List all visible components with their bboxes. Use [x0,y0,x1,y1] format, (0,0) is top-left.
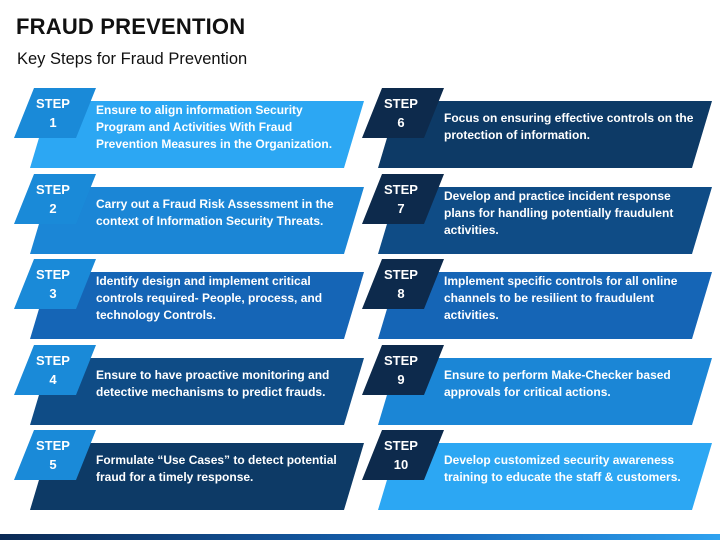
step-description [444,273,696,323]
step-description-text: Identify design and implement critical controls required- People, process, and technology Controls. [96,273,323,322]
step-number: 8 [397,286,405,301]
bottom-accent-bar [0,534,720,540]
step-description-text: Develop customized security awareness training to educate the staff & customers. [444,453,681,484]
step-card-6 [362,88,712,158]
step-label: STEP [36,267,70,282]
step-badge-text [17,180,89,218]
step-label: STEP [384,267,418,282]
step-number: 2 [49,201,57,216]
step-description-text: Implement specific controls for all online channels to be resilient to fraudulent activities. [444,273,678,322]
step-description-text: Ensure to align information Security Program and Activities With Fraud Prevention Measures in the Organization. [96,102,333,151]
step-description [96,273,348,323]
step-badge-text [365,436,437,474]
step-description [444,102,696,152]
step-description [96,188,348,238]
step-card-1 [14,88,364,158]
step-label: STEP [36,438,70,453]
step-label: STEP [36,182,70,197]
step-number: 10 [393,457,409,472]
step-description [96,359,348,409]
step-badge-text [17,94,89,132]
step-description [444,188,696,238]
step-description-text: Develop and practice incident response plans for handling potentially fraudulent activities. [444,188,674,237]
step-description-text: Ensure to have proactive monitoring and detective mechanisms to predict frauds. [96,368,330,399]
step-label: STEP [36,353,70,368]
step-card-9 [362,345,712,415]
step-card-10 [362,430,712,500]
step-badge-text [17,351,89,389]
step-card-4 [14,345,364,415]
step-label: STEP [384,96,418,111]
step-badge-text [365,265,437,303]
step-badge-text [365,94,437,132]
step-card-3 [14,259,364,329]
step-number: 1 [49,115,57,130]
page-subtitle: Key Steps for Fraud Prevention [17,50,248,68]
step-number: 4 [49,372,57,387]
step-number: 7 [397,201,405,216]
step-description-text: Formulate “Use Cases” to detect potential fraud for a timely response. [96,453,337,484]
step-description [444,359,696,409]
step-description-text: Ensure to perform Make-Checker based approvals for critical actions. [444,368,671,399]
step-card-7 [362,174,712,244]
step-number: 9 [397,372,405,387]
step-badge-text [365,351,437,389]
step-description [96,444,348,494]
step-number: 3 [49,286,57,301]
step-description-text: Focus on ensuring effective controls on the protection of information. [444,111,694,142]
step-number: 6 [397,115,405,130]
step-number: 5 [49,457,57,472]
step-card-5 [14,430,364,500]
step-description [444,444,696,494]
step-description [96,102,348,152]
page-title: FRAUD PREVENTION [16,14,246,39]
step-badge-text [365,180,437,218]
step-badge-text [17,436,89,474]
step-label: STEP [384,353,418,368]
step-description-text: Carry out a Fraud Risk Assessment in the context of Information Security Threats. [96,197,334,228]
step-badge-text [17,265,89,303]
step-label: STEP [36,96,70,111]
step-label: STEP [384,182,418,197]
step-card-8 [362,259,712,329]
step-card-2 [14,174,364,244]
step-label: STEP [384,438,418,453]
